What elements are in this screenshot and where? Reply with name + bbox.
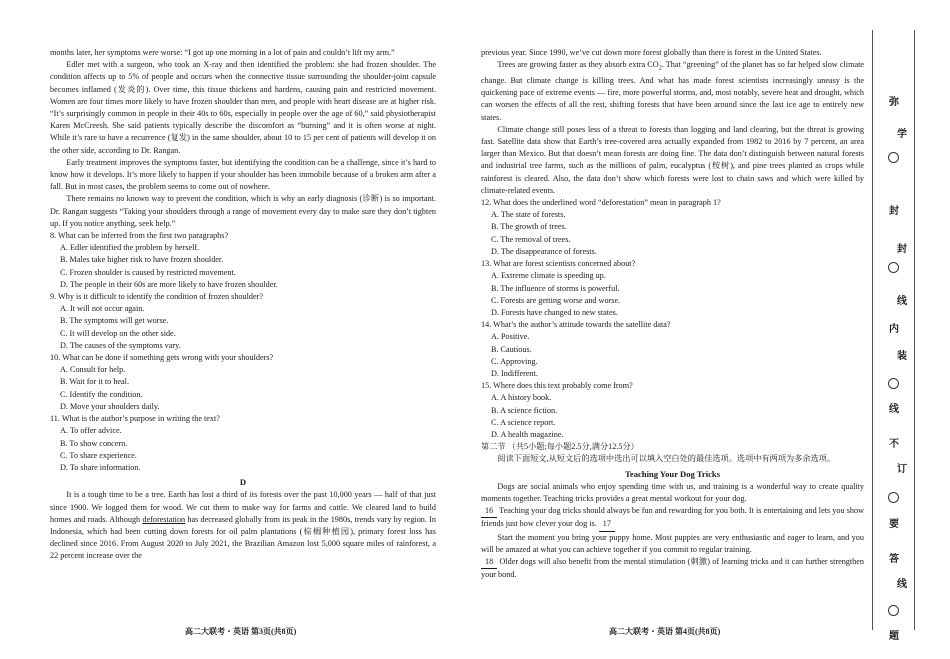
option: D. To share information. xyxy=(60,462,141,472)
seal-char: 线 xyxy=(897,579,907,590)
paragraph xyxy=(481,59,864,124)
section-instructions: 阅读下面短文,从短文后的选项中选出可以填入空白处的最佳选项。选项中有两项为多余选项。 xyxy=(497,454,836,464)
option: B. The symptoms will get worse. xyxy=(60,316,169,326)
passage-d-label: D xyxy=(239,477,247,488)
option: A. Consult for help. xyxy=(60,365,126,375)
text-segment: . That “greening” of the planet has so far helped slow climate change. But climate change is killing trees. And what has made forest scientists increasingly uneasy is the quickening pace of extreme events — fire, more powerful storms, and, most notably, severe heat and drought, which can worsen the effects of all the rest, shifting forests that have been around since the last ice age to entirely new states. xyxy=(481,60,864,122)
option: C. Identify the condition. xyxy=(60,389,143,399)
seal-char: 弥 xyxy=(889,97,899,108)
option: D. The people in their 60s are more likely to have frozen shoulder. xyxy=(60,279,278,289)
paragraph: Edler met with a surgeon, who took an X-ray and then identified the problem: she had frozen shoulder. The condition affects up to 5% of people and occurs when the connective tissue surrounding the shoulder-joint capsule becomes inflamed (发炎的). Over time, this tissue thickens and hardens, causing pain and restricted movement. Women are four times more likely to have frozen shoulder than men, and people with heart disease are at higher risk. “It’s surprisingly common in people in their 40s to 60s, especially in people over the age of 60,” said physiotherapist Karen McCreesh. She said patients typically describe the discomfort as “burning” and it is often worse at night. While it’s rare to have a recurrence (复发) in the same shoulder, about 10 to 15 per cent of patients will develop it on the other side, according to Dr. Rangan. xyxy=(50,60,436,155)
option: C. Approving. xyxy=(491,356,538,366)
binding-line xyxy=(872,30,873,630)
seal-char: 题 xyxy=(889,631,899,642)
paragraph: months later, her symptoms were worse: “I got up one morning in a lot of pain and couldn’t lift my arm.” xyxy=(50,48,395,57)
question-8: 8. What can be inferred from the first two paragraphs? xyxy=(50,231,229,241)
seal-char: 内 xyxy=(889,324,899,335)
option: B. To show concern. xyxy=(60,438,128,448)
option: C. To share experience. xyxy=(60,450,137,460)
paragraph: There remains no known way to prevent the condition, which is why an early diagnosis (诊断) is so important. Dr. Rangan suggests “Taking your shoulders through a range of movement every day to make sure they don’t tighten up. If you notice anything, seek help.” xyxy=(50,194,436,228)
binding-line xyxy=(914,30,915,630)
option: D. A health magazine. xyxy=(491,429,564,439)
option: C. Forests are getting worse and worse. xyxy=(491,295,621,305)
option: B. The influence of storms is powerful. xyxy=(491,283,620,293)
option: A. The state of forests. xyxy=(491,210,566,220)
option: B. Wait for it to heal. xyxy=(60,377,129,387)
option: A. It will not occur again. xyxy=(60,304,145,314)
option: D. Move your shoulders daily. xyxy=(60,401,160,411)
question-14: 14. What’s the author’s attitude towards the satellite data? xyxy=(481,320,671,330)
blank-18: 18 xyxy=(481,556,497,569)
option: A. A history book. xyxy=(491,393,552,403)
text-segment: It is a tough time to be a tree. Earth has lost a third of its forests over the past 10,000 years — half of that just since 1900. We logged them for wood. We cut them to make way for farms and cattle. We cleared land to build homes and roads. Although xyxy=(50,490,436,524)
page-footer-right: 高二大联考・英语 第4页(共8页) xyxy=(609,627,721,636)
underlined-word: deforestation xyxy=(142,514,186,524)
page-footer-left: 高二大联考・英语 第3页(共8页) xyxy=(185,627,297,636)
option: D. Indifferent. xyxy=(491,368,538,378)
paragraph: Dogs are social animals who enjoy spending time with us, and training is a wonderful way to create quality moments together. Teaching tricks provides a great mental workout for your dog. xyxy=(481,481,864,503)
option: C. The removal of trees. xyxy=(491,234,571,244)
option: A. To offer advice. xyxy=(60,426,122,436)
paragraph: Early treatment improves the symptoms faster, but identifying the condition can be a challenge, since it’s hard to know how it develops. It’s more likely to happen if your shoulder has been immobile because of a broken arm after a fall. But in most cases, the problem seems to come out of nowhere. xyxy=(50,157,436,192)
option: B. Cautious. xyxy=(491,344,532,354)
question-15: 15. Where does this text probably come from? xyxy=(481,381,633,391)
seal-char: 学 xyxy=(897,129,907,140)
seal-char: 装 xyxy=(897,351,907,362)
paragraph: Climate change still poses less of a threat to forests than logging and land clearing, but the threat is growing fast. Satellite data show that Earth’s tree-covered area actually expanded from 1982 to 2016 by 7 percent, an area larger than Mexico. But that doesn’t mean forests are doing fine. The data don’t distinguish between natural forests and industrial tree farms, such as the millions of palm, eucalyptus (桉树), and pine trees planted as crops while rainforest is cleared. Also, the data don’t show which forests were lost to chain saws and which were killed by climate-related events. xyxy=(481,124,864,195)
text-segment: Older dogs will also benefit from the mental stimulation (刺激) of learning tricks and it can further strengthen your bond. xyxy=(481,556,864,580)
paragraph: Start the moment you bring your puppy home. Most puppies are very enthusiastic and eager to learn, and you will be amazed at what you can achieve together if you commit to regular training. xyxy=(481,532,864,554)
option: B. Males take higher risk to have frozen shoulder. xyxy=(60,255,224,265)
paragraph: previous year. Since 1990, we’ve cut down more forest globally than there is forest in the United States. xyxy=(481,48,822,57)
paragraph xyxy=(50,489,436,562)
paragraph xyxy=(481,505,864,531)
question-12: 12. What does the underlined word “deforestation” mean in paragraph 1? xyxy=(481,198,721,208)
seal-char: 不 xyxy=(889,439,899,450)
blank-16: 16 xyxy=(481,505,497,518)
text-segment: has decreased globally from its peak in the 1980s, trends vary by region. In Indonesia, which had been cutting down forests for oil palm plantations (棕榈种植园), primary forest loss has declined since 2016. From August 2020 to July 2021, the Brazilian Amazon lost 5,000 square miles of rainforest, a 22 percent increase over the xyxy=(50,514,436,561)
option: D. The disappearance of forests. xyxy=(491,246,597,256)
seal-char: 线 xyxy=(897,296,907,307)
paragraph xyxy=(481,556,864,581)
passage-title: Teaching Your Dog Tricks xyxy=(624,468,721,479)
seal-char: 封 xyxy=(897,244,907,255)
option: B. A science fiction. xyxy=(491,405,558,415)
option: A. Extreme climate is speeding up. xyxy=(491,271,606,281)
binding-strip-extra xyxy=(884,30,904,630)
question-13: 13. What are forest scientists concerned about? xyxy=(481,259,636,269)
option: D. Forests have changed to new states. xyxy=(491,307,618,317)
question-9: 9. Why is it difficult to identify the condition of frozen shoulder? xyxy=(50,292,263,302)
seal-char: 答 xyxy=(889,554,899,565)
option: B. The growth of trees. xyxy=(491,222,567,232)
option: A. Edler identified the problem by herself. xyxy=(60,243,200,253)
question-10: 10. What can be done if something gets wrong with your shoulders? xyxy=(50,353,274,363)
section-heading: 第二节 （共5小题;每小题2.5分,满分12.5分） xyxy=(481,442,639,452)
seal-char: 订 xyxy=(897,464,907,475)
right-column xyxy=(481,47,864,581)
seal-char: 封 xyxy=(889,206,899,217)
option: C. Frozen shoulder is caused by restricted movement. xyxy=(60,267,236,277)
option: C. It will develop on the other side. xyxy=(60,328,176,338)
seal-char: 要 xyxy=(889,519,899,530)
text-segment: Trees are growing faster as they absorb extra CO xyxy=(497,60,659,70)
option: C. A science report. xyxy=(491,417,556,427)
option: A. Positive. xyxy=(491,332,530,342)
left-column xyxy=(50,47,436,563)
seal-char: 线 xyxy=(889,404,899,415)
option: D. The causes of the symptoms vary. xyxy=(60,340,181,350)
question-11: 11. What is the author’s purpose in writing the text? xyxy=(50,414,220,424)
text-segment: Teaching your dog tricks should always be fun and rewarding for you both. It is entertaining and lets you show friends just how clever your dog is. xyxy=(481,506,864,529)
subscript: 2 xyxy=(658,65,662,72)
blank-17: 17 xyxy=(599,518,615,531)
